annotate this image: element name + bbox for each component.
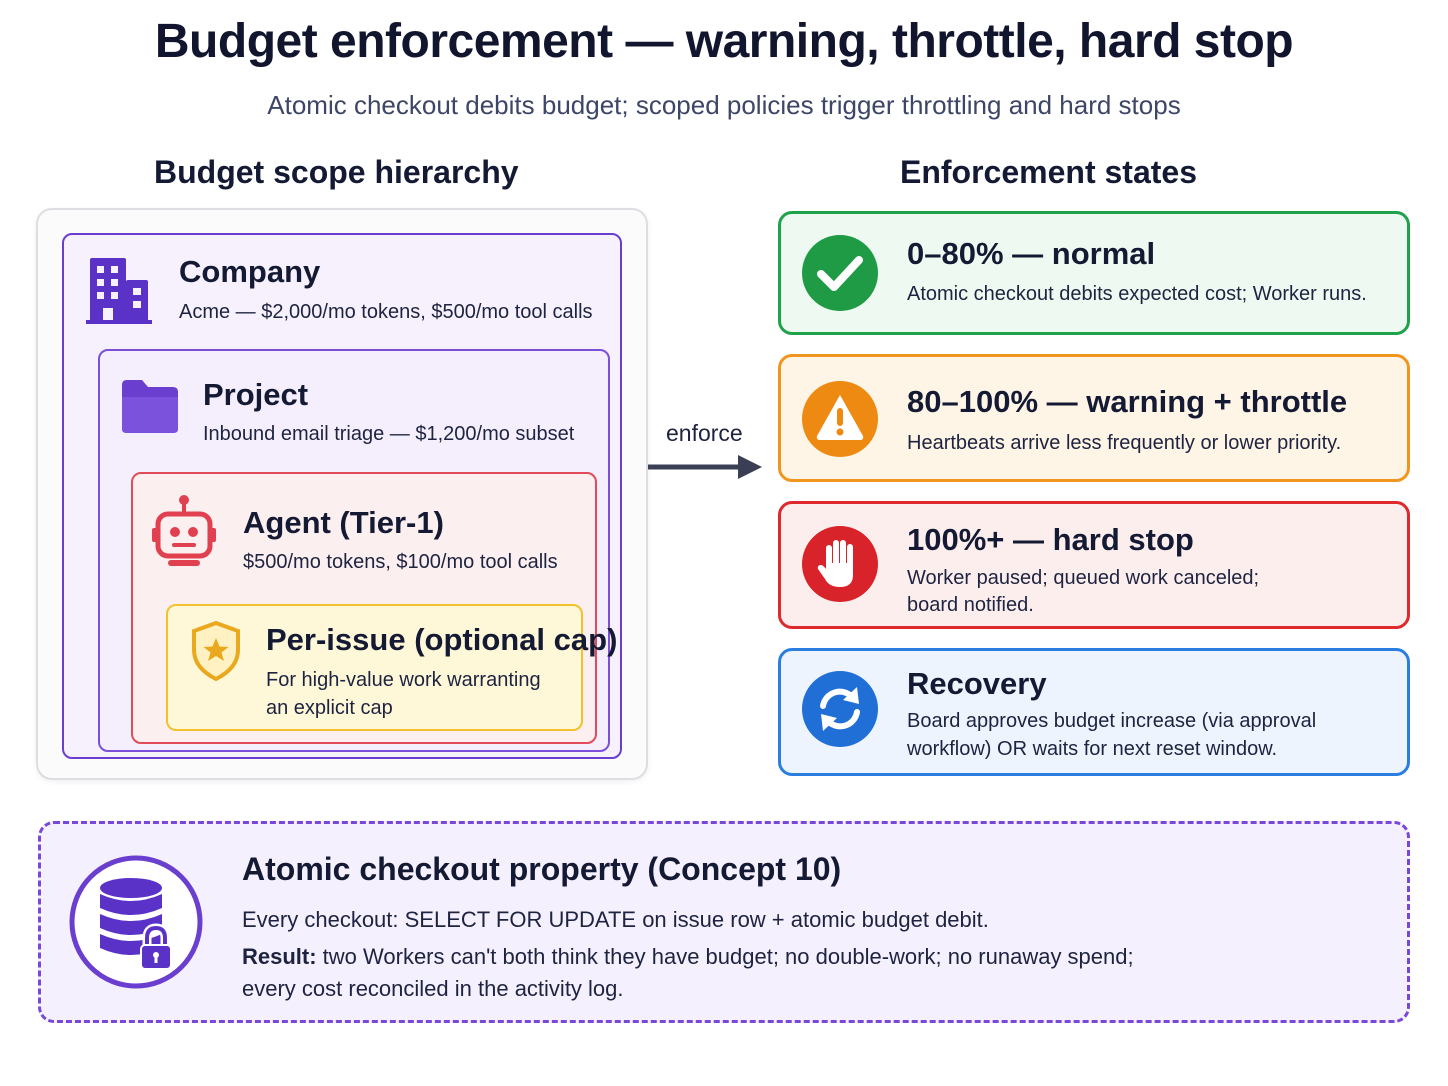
warning-icon [801,380,879,458]
atomic-line-2 [242,944,1134,970]
page-subtitle: Atomic checkout debits budget; scoped policies trigger throttling and hard stops [267,90,1181,120]
page-title: Budget enforcement — warning, throttle, hard stop [154,15,1294,68]
agent-desc: $500/mo tokens, $100/mo tool calls [243,551,558,573]
atomic-line-1: Every checkout: SELECT FOR UPDATE on issue row + atomic budget debit. [242,907,989,932]
company-desc: Acme — $2,000/mo tokens, $500/mo tool calls [179,301,593,323]
state-stop-desc-line1: Worker paused; queued work canceled; [907,567,1260,589]
database-lock-icon [68,850,204,994]
states-heading: Enforcement states [900,154,1197,190]
agent-title: Agent (Tier-1) [243,505,444,540]
issue-desc-line1: For high-value work warranting [266,669,541,691]
result-label: Result: [242,944,317,969]
atomic-line-3: every cost reconciled in the activity log. [242,976,624,1001]
state-recovery-title: Recovery [907,666,1047,701]
shield-star-icon [190,620,242,682]
enforce-label: enforce [666,420,743,446]
state-stop-title: 100%+ — hard stop [907,522,1194,557]
stop-hand-icon [801,525,879,603]
check-icon [801,234,879,312]
issue-desc-line2: an explicit cap [266,697,393,719]
project-title: Project [203,377,309,412]
atomic-title: Atomic checkout property (Concept 10) [242,851,842,887]
enforce-arrow [646,452,764,482]
building-icon [86,256,152,326]
state-warning-title: 80–100% — warning + throttle [907,384,1348,419]
hierarchy-heading: Budget scope hierarchy [154,154,519,190]
state-normal-desc: Atomic checkout debits expected cost; Worker runs. [907,283,1367,305]
state-normal-title: 0–80% — normal [907,236,1156,271]
company-title: Company [179,254,321,289]
refresh-icon [801,670,879,748]
state-stop-desc-line2: board notified. [907,594,1034,616]
result-text: two Workers can't both think they have budget; no double-work; no runaway spend; [316,944,1134,969]
state-recovery-desc-line2: workflow) OR waits for next reset window. [907,738,1278,760]
state-recovery-desc-line1: Board approves budget increase (via approval [907,710,1317,732]
project-desc: Inbound email triage — $1,200/mo subset [203,423,575,445]
issue-title: Per-issue (optional cap) [266,622,618,657]
folder-icon [120,377,180,435]
state-warning-desc: Heartbeats arrive less frequently or lower priority. [907,432,1342,454]
robot-icon [150,494,218,570]
